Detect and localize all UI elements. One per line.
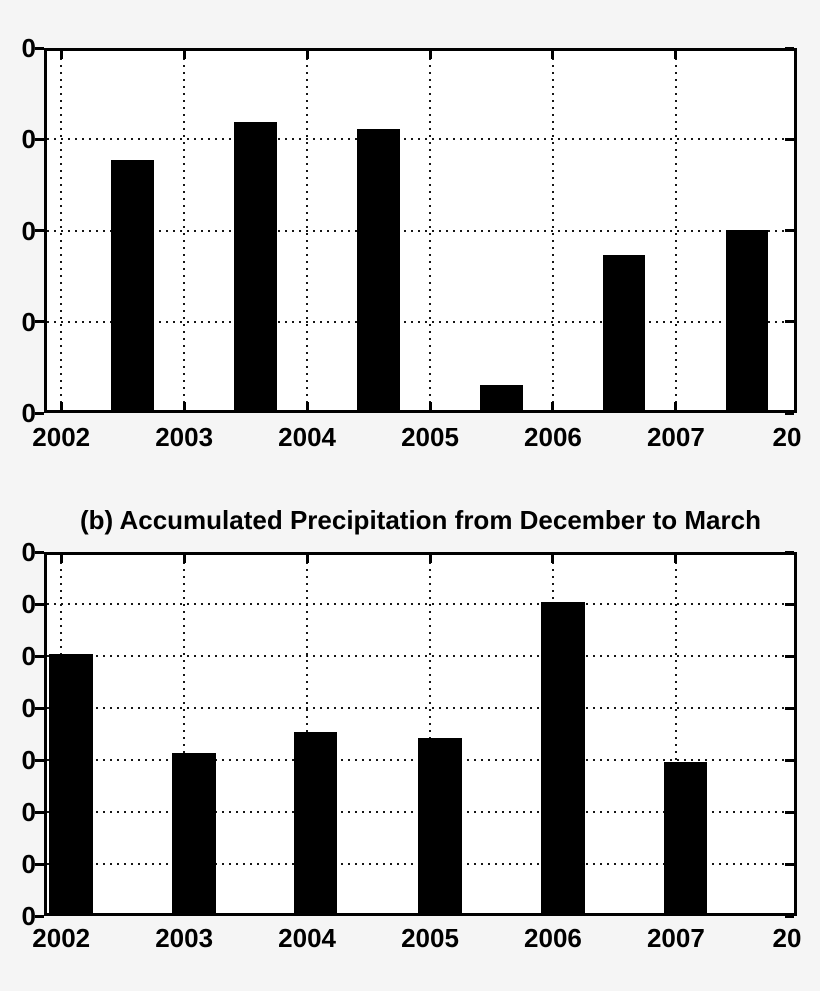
- y-tick-mark-left: [35, 551, 44, 554]
- bar-2004: [294, 732, 338, 913]
- y-tick-mark-right: [785, 863, 794, 866]
- y-tick-mark-right: [785, 811, 794, 814]
- bar-2005: [418, 738, 462, 913]
- y-tick-mark-right: [785, 655, 794, 658]
- y-tick-label: 0: [21, 124, 36, 155]
- x-tick-label-2004: 2004: [278, 923, 336, 953]
- x-tick-label-2002: 2002: [32, 923, 91, 953]
- x-tick-label-20: 20: [772, 923, 802, 953]
- x-tick-mark-top: [674, 555, 677, 563]
- x-tick-label-2006: 2006: [524, 422, 582, 452]
- bar-2002: [49, 654, 93, 913]
- y-tick-mark-right: [785, 551, 794, 554]
- bar-2005: [480, 385, 522, 410]
- x-tick-mark-top: [60, 555, 63, 563]
- y-tick-mark-left: [35, 320, 44, 323]
- x-tick-label-2005: 2005: [401, 422, 459, 452]
- y-tick-mark-right: [785, 412, 794, 415]
- bar-2004: [357, 129, 399, 410]
- x-tick-mark-bottom: [551, 402, 554, 410]
- x-tick-label-2003: 2003: [155, 422, 214, 452]
- x-tick-label-2007: 2007: [646, 422, 705, 452]
- y-tick-label: 0: [21, 306, 36, 337]
- y-tick-label: 0: [21, 589, 36, 619]
- x-tick-mark-bottom: [60, 402, 63, 410]
- x-tick-label-2002: 2002: [32, 422, 91, 452]
- gridline-y: [47, 321, 794, 323]
- y-tick-mark-right: [785, 138, 794, 141]
- gridline-y: [47, 603, 794, 605]
- y-tick-label: 0: [21, 849, 36, 879]
- x-tick-label-2004: 2004: [278, 422, 336, 452]
- bar-2006: [603, 255, 645, 410]
- x-tick-mark-bottom: [429, 402, 432, 410]
- y-tick-mark-left: [35, 47, 44, 50]
- y-tick-mark-left: [35, 412, 44, 415]
- gridline-y: [47, 138, 794, 140]
- y-tick-mark-right: [785, 759, 794, 762]
- x-tick-mark-bottom: [306, 402, 309, 410]
- y-tick-label: 0: [21, 641, 36, 671]
- y-tick-mark-right: [785, 707, 794, 710]
- y-tick-label: 0: [21, 901, 36, 931]
- y-tick-mark-right: [785, 603, 794, 606]
- x-tick-label-20: 20: [772, 422, 802, 452]
- chart-b-title: (b) Accumulated Precipitation from December to March: [80, 505, 761, 535]
- x-tick-mark-top: [183, 51, 186, 59]
- x-tick-mark-bottom: [674, 402, 677, 410]
- y-tick-label: 0: [21, 537, 36, 567]
- x-tick-mark-top: [674, 51, 677, 59]
- gridline-y: [47, 230, 794, 232]
- y-tick-label: 0: [21, 215, 36, 246]
- y-tick-label: 0: [21, 797, 36, 827]
- x-tick-mark-top: [183, 555, 186, 563]
- bar-2007: [664, 762, 708, 913]
- x-tick-mark-top: [551, 51, 554, 59]
- x-tick-mark-top: [306, 555, 309, 563]
- x-tick-mark-top: [306, 51, 309, 59]
- y-tick-mark-right: [785, 229, 794, 232]
- x-tick-mark-top: [551, 555, 554, 563]
- y-tick-mark-left: [35, 229, 44, 232]
- y-tick-mark-left: [35, 603, 44, 606]
- x-tick-mark-top: [429, 555, 432, 563]
- bar-2007: [726, 230, 768, 410]
- y-tick-label: 0: [21, 398, 36, 428]
- bar-2002: [111, 160, 153, 410]
- bar-2003: [172, 753, 216, 913]
- gridline-y: [47, 707, 794, 709]
- x-tick-label-2005: 2005: [401, 923, 459, 953]
- y-tick-mark-left: [35, 138, 44, 141]
- bar-2006: [541, 602, 585, 913]
- y-tick-label: 0: [21, 745, 36, 775]
- y-tick-mark-left: [35, 759, 44, 762]
- y-tick-mark-right: [785, 915, 794, 918]
- y-tick-mark-left: [35, 655, 44, 658]
- y-tick-mark-right: [785, 47, 794, 50]
- y-tick-mark-left: [35, 811, 44, 814]
- y-tick-mark-left: [35, 707, 44, 710]
- x-tick-mark-top: [429, 51, 432, 59]
- x-tick-label-2003: 2003: [155, 923, 214, 953]
- y-tick-label: 0: [21, 693, 36, 723]
- x-tick-label-2007: 2007: [646, 923, 705, 953]
- y-tick-mark-left: [35, 863, 44, 866]
- x-tick-mark-top: [60, 51, 63, 59]
- gridline-y: [47, 655, 794, 657]
- y-tick-mark-left: [35, 915, 44, 918]
- x-tick-mark-bottom: [183, 402, 186, 410]
- x-tick-label-2006: 2006: [524, 923, 582, 953]
- y-tick-mark-right: [785, 320, 794, 323]
- bar-2003: [234, 122, 276, 410]
- y-tick-label: 0: [21, 33, 36, 63]
